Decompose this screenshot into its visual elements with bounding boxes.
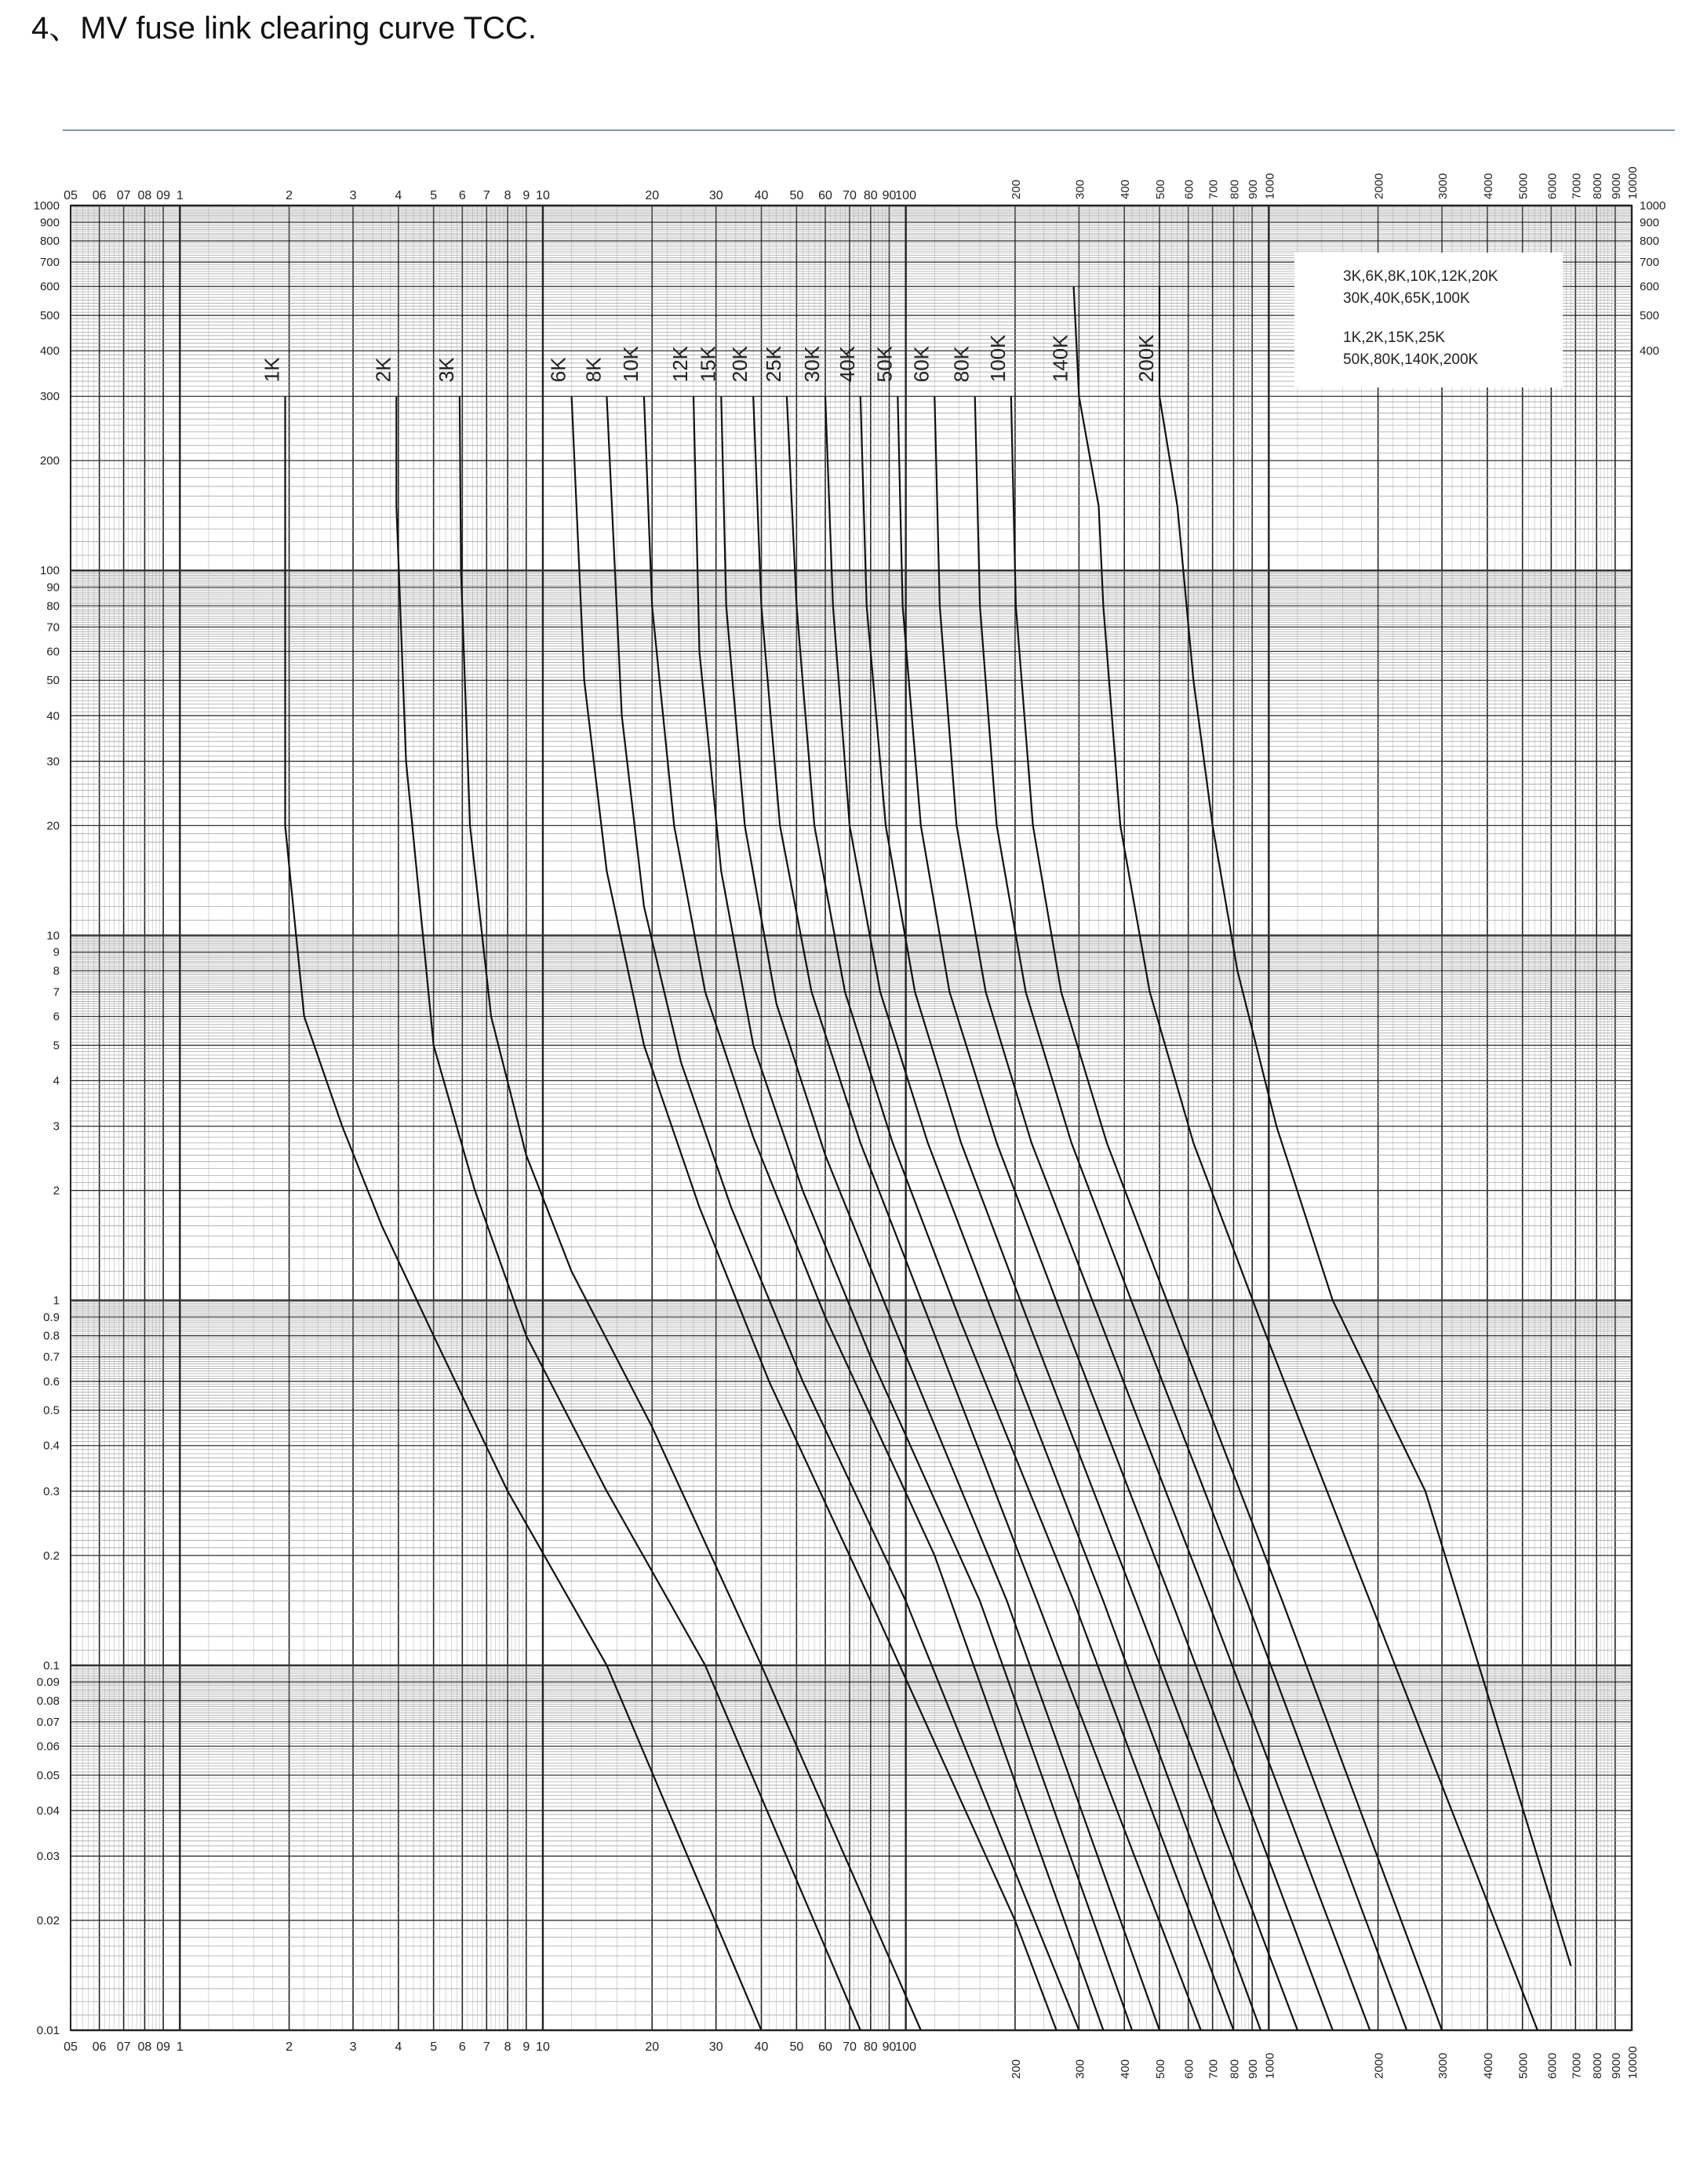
x-tick-label-top: 10 [536,189,550,202]
curve-label-30k: 30K [799,345,824,383]
x-tick-label-top: 5 [430,189,438,202]
x-tick-label-bottom: 60 [818,2040,832,2054]
curve-labels [260,334,1158,382]
curve-label-60k: 60K [909,345,934,383]
y-tick-label-left: 0.4 [43,1439,60,1453]
y-tick-label-left: 100 [39,564,60,578]
curve-label-10k: 10K [618,345,643,383]
x-tick-label-bottom: 4 [395,2040,402,2054]
x-tick-label-top: 6000 [1545,173,1560,199]
major-grid [71,206,1632,2030]
y-tick-label-left: 0.8 [43,1329,60,1343]
y-tick-label-left: 900 [39,216,60,230]
x-tick-label-top: 5000 [1516,173,1531,199]
x-tick-label-bottom: 3 [349,2040,357,2054]
y-tick-label-right: 800 [1640,235,1660,249]
x-tick-label-bottom: 400 [1119,2058,1133,2079]
x-tick-label-bottom: 6 [458,2040,466,2054]
x-tick-label-bottom: 6000 [1545,2052,1560,2079]
x-tick-label-top: 7 [482,189,490,202]
y-tick-label-left: 0.1 [43,1658,60,1673]
x-tick-label-top: 9000 [1609,173,1623,199]
y-tick-label-right: 400 [1640,344,1660,359]
x-tick-label-bottom: 05 [64,2040,78,2054]
y-tick-label-left: 800 [39,235,60,249]
y-tick-label-left: 6 [53,1010,60,1024]
curve-label-25k: 25K [761,345,785,383]
y-tick-label-left: 0.06 [36,1740,60,1754]
x-tick-label-bottom: 09 [156,2040,171,2054]
x-tick-label-bottom: 4000 [1481,2052,1495,2079]
y-tick-label-left: 400 [39,344,60,359]
y-tick-label-left: 70 [46,621,60,635]
y-tick-label-left: 1000 [33,199,60,213]
y-tick-label-left: 0.05 [36,1768,60,1782]
x-tick-label-bottom: 10000 [1626,2046,1640,2079]
x-tick-label-bottom: 9000 [1609,2052,1623,2079]
x-tick-label-bottom: 1000 [1263,2052,1277,2079]
x-tick-label-top: 70 [843,189,857,202]
curve-label-140k: 140K [1048,334,1072,383]
x-tick-label-top: 4000 [1481,173,1495,199]
y-tick-label-left: 30 [46,755,60,769]
x-tick-label-top: 8 [504,189,511,202]
y-tick-label-left: 1 [53,1294,60,1308]
x-tick-label-top: 20 [645,189,660,202]
x-tick-label-bottom: 200 [1009,2058,1023,2079]
y-tick-label-left: 20 [46,819,60,833]
x-tick-label-top: 4 [395,189,402,202]
y-tick-label-left: 700 [39,256,60,270]
y-tick-label-left: 300 [39,390,60,404]
y-tick-label-right: 1000 [1640,199,1666,213]
x-tick-label-bottom: 90 [882,2040,897,2054]
x-tick-label-bottom: 2 [286,2040,293,2054]
y-tick-label-left: 0.2 [43,1549,60,1563]
y-tick-label-right: 600 [1640,280,1660,294]
legend [1294,253,1563,388]
y-tick-label-left: 0.03 [36,1850,60,1864]
y-tick-label-left: 4 [53,1074,60,1088]
x-tick-label-top: 6 [458,189,466,202]
y-tick-label-left: 0.07 [36,1715,60,1729]
x-tick-label-bottom: 08 [137,2040,152,2054]
y-tick-label-left: 0.04 [36,1804,60,1818]
y-tick-label-right: 500 [1640,309,1660,323]
x-tick-label-bottom: 70 [843,2040,857,2054]
y-tick-label-left: 3 [53,1119,60,1134]
y-tick-label-left: 0.02 [36,1913,60,1927]
x-tick-label-bottom: 9 [522,2040,530,2054]
curve-label-20k: 20K [728,345,752,383]
x-tick-label-bottom: 600 [1182,2058,1196,2079]
y-tick-label-left: 90 [46,581,60,595]
x-tick-label-top: 2000 [1372,173,1386,199]
x-tick-label-top: 07 [116,189,131,202]
curve-label-1k: 1K [260,357,284,383]
curve-label-50k: 50K [872,345,897,383]
y-tick-label-left: 0.6 [43,1374,60,1389]
x-tick-label-top: 1000 [1263,173,1277,199]
curve-label-8k: 8K [581,357,606,383]
legend-line-1: 3K,6K,8K,10K,12K,20K [1343,268,1498,285]
x-tick-label-bottom: 40 [754,2040,769,2054]
y-tick-label-left: 80 [46,599,60,613]
y-tick-label-left: 5 [53,1039,60,1053]
x-tick-label-bottom: 7000 [1570,2052,1584,2079]
legend-line-3: 1K,2K,15K,25K [1343,329,1445,346]
x-tick-label-top: 06 [92,189,107,202]
page-title: 4、MV fuse link clearing curve TCC. [31,11,537,46]
y-tick-label-left: 0.01 [36,2024,60,2037]
x-tick-label-top: 300 [1073,179,1087,199]
x-tick-label-bottom: 8000 [1591,2052,1605,2079]
y-tick-label-left: 2 [53,1184,60,1198]
x-tick-label-bottom: 700 [1207,2058,1221,2079]
curve-label-80k: 80K [949,345,974,383]
legend-line-4: 50K,80K,140K,200K [1343,351,1479,368]
x-tick-label-bottom: 5000 [1516,2052,1531,2079]
y-tick-label-left: 0.09 [36,1676,60,1690]
x-tick-label-bottom: 800 [1228,2058,1242,2079]
y-tick-label-left: 0.9 [43,1310,60,1324]
x-tick-label-top: 100 [895,189,916,202]
y-tick-label-left: 10 [46,929,60,943]
x-tick-label-top: 600 [1182,179,1196,199]
y-tick-label-left: 0.5 [43,1403,60,1418]
x-tick-label-bottom: 8 [504,2040,511,2054]
x-tick-label-top: 3 [349,189,357,202]
x-tick-label-top: 1 [176,189,184,202]
y-tick-label-left: 50 [46,674,60,688]
curve-label-2k: 2K [371,357,395,383]
x-tick-label-top: 60 [818,189,832,202]
x-tick-label-top: 40 [754,189,769,202]
y-tick-label-left: 200 [39,454,60,468]
y-tick-label-left: 0.7 [43,1350,60,1364]
curve-label-6k: 6K [546,357,570,383]
x-tick-label-top: 900 [1247,179,1261,199]
y-tick-label-right: 900 [1640,216,1660,230]
x-tick-label-bottom: 20 [645,2040,660,2054]
x-tick-label-bottom: 2000 [1372,2052,1386,2079]
x-tick-label-top: 800 [1228,179,1242,199]
x-tick-label-bottom: 900 [1247,2058,1261,2079]
curve-label-100k: 100K [985,334,1010,383]
x-tick-label-bottom: 80 [863,2040,878,2054]
curve-label-200k: 200K [1134,334,1159,383]
x-tick-label-bottom: 3000 [1436,2052,1451,2079]
y-tick-label-left: 8 [53,964,60,978]
y-tick-label-left: 7 [53,985,60,999]
y-tick-label-left: 0.08 [36,1694,60,1708]
x-tick-label-top: 8000 [1591,173,1605,199]
y-tick-label-left: 9 [53,945,60,959]
x-tick-label-bottom: 06 [92,2040,107,2054]
curve-label-3k: 3K [434,357,458,383]
x-tick-label-top: 500 [1154,179,1168,199]
x-tick-label-bottom: 100 [895,2040,916,2054]
x-tick-label-bottom: 7 [482,2040,490,2054]
minor-grid [71,206,1632,2030]
x-tick-label-top: 08 [137,189,152,202]
y-tick-label-right: 700 [1640,256,1660,270]
x-tick-label-top: 400 [1119,179,1133,199]
y-tick-label-left: 500 [39,309,60,323]
legend-line-2: 30K,40K,65K,100K [1343,290,1470,307]
x-tick-label-top: 90 [882,189,897,202]
x-tick-label-top: 80 [863,189,878,202]
x-tick-label-bottom: 50 [789,2040,804,2054]
x-tick-label-bottom: 1 [176,2040,184,2054]
x-tick-label-top: 10000 [1626,166,1640,199]
x-tick-label-top: 3000 [1436,173,1451,199]
y-tick-label-left: 600 [39,280,60,294]
x-tick-label-top: 05 [64,189,78,202]
curve-label-40k: 40K [835,345,859,383]
x-tick-label-top: 09 [156,189,171,202]
x-tick-label-bottom: 10 [536,2040,550,2054]
y-tick-label-left: 40 [46,709,60,723]
x-tick-label-top: 7000 [1570,173,1584,199]
x-tick-label-top: 50 [789,189,804,202]
x-tick-label-bottom: 07 [116,2040,131,2054]
x-tick-label-top: 200 [1009,179,1023,199]
x-tick-label-top: 30 [708,189,723,202]
x-tick-label-bottom: 300 [1073,2058,1087,2079]
x-tick-label-top: 2 [286,189,293,202]
plot-frame [71,206,1632,2030]
y-tick-label-left: 0.3 [43,1484,60,1498]
x-tick-label-bottom: 30 [708,2040,723,2054]
x-tick-label-top: 9 [522,189,530,202]
x-tick-label-top: 700 [1207,179,1221,199]
curve-label-12k: 12K [668,345,692,383]
x-tick-label-bottom: 5 [430,2040,438,2054]
y-tick-label-left: 60 [46,645,60,659]
curve-label-15k: 15K [696,345,720,383]
x-tick-label-bottom: 500 [1154,2058,1168,2079]
